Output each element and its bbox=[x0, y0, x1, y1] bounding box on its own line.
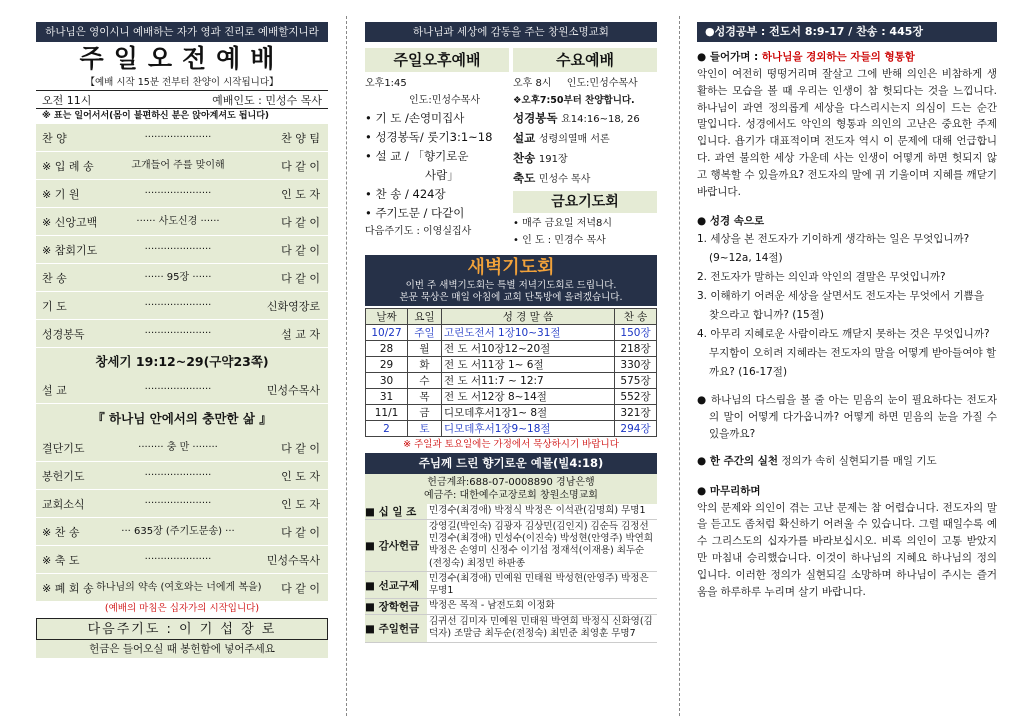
table-cell: 11/1 bbox=[366, 405, 408, 421]
wednesday-time: 오후 8시 bbox=[513, 78, 552, 89]
table-cell: 전 도 서11:7 ~ 12:7 bbox=[442, 373, 615, 389]
afternoon-service bbox=[365, 72, 509, 249]
offering-row bbox=[365, 615, 657, 642]
order-detail: ····················· bbox=[144, 328, 212, 339]
account-holder: 예금주: 대한예수교장로회 창원소명교회 bbox=[424, 490, 598, 501]
order-detail: ······ 95장 ······ bbox=[144, 272, 212, 283]
table-cell: 금 bbox=[408, 405, 442, 421]
order-row bbox=[36, 434, 328, 462]
order-label: ※ 축 도 bbox=[42, 553, 80, 567]
hymn-value: 191장 bbox=[538, 154, 568, 165]
offering-type: ■ 선교구제 bbox=[365, 579, 420, 592]
offering-names: 민경수(최경애) 박정식 박정은 이석관(김명희) 무명1 bbox=[427, 504, 657, 519]
order-person: 다 같 이 bbox=[281, 215, 320, 229]
practice-label: ● 한 주간의 실천 bbox=[697, 454, 778, 467]
order-person: 인 도 자 bbox=[281, 187, 320, 201]
order-label: 성경봉독 bbox=[42, 327, 85, 341]
column-header: 찬 송 bbox=[615, 309, 657, 325]
afternoon-item: 사람」 bbox=[425, 168, 459, 182]
offering-type: ■ 십 일 조 bbox=[365, 506, 417, 518]
services-column bbox=[365, 22, 657, 643]
table-cell: 29 bbox=[366, 357, 408, 373]
closing-text: 악의 문제와 의인이 겪는 고난 문제는 참 어렵습니다. 전도자의 말을 듣고도 좀처럼 확신하기 어려울 수 있습니다. 그럴 때일수록 예수 그리스도의 십자가를 바라보십시오. 비록 의인이 고통 받았지만 마침내 승리했습니다. 이것이 하나님의 지혜요 하나님의 정의입니다. 이러한 정의가 실현되길 소망하며 하나님이 주시는 즐거움을 하루하루 누리며 살기 바랍니다. bbox=[697, 501, 997, 598]
order-row bbox=[36, 208, 328, 236]
order-detail: ··· 635장 (주기도문송) ··· bbox=[121, 526, 235, 537]
service-leader: 예배인도 : 민성수 목사 bbox=[212, 94, 322, 107]
dawn-prayer-title: 새벽기도회 bbox=[365, 255, 657, 280]
table-cell: 552장 bbox=[615, 389, 657, 405]
column-divider bbox=[679, 16, 680, 716]
study-banner: ●성경공부 : 전도서 8:9-17 / 찬송 : 445장 bbox=[697, 22, 997, 42]
sermon-label: 설교 bbox=[513, 131, 536, 145]
table-cell: 전 도 서11장 1~ 6절 bbox=[442, 357, 615, 373]
column-header: 요일 bbox=[408, 309, 442, 325]
order-detail: ······ 사도신경 ······ bbox=[136, 216, 220, 227]
table-row bbox=[366, 341, 657, 357]
page-title: 주일오전예배 bbox=[79, 44, 285, 73]
order-detail: ····················· bbox=[144, 498, 212, 509]
afternoon-item: • 성경봉독/ 룻기3:1~18 bbox=[365, 130, 493, 144]
weekly-practice bbox=[697, 453, 997, 470]
table-cell: 150장 bbox=[615, 325, 657, 341]
table-row bbox=[366, 405, 657, 421]
column-header: 성 경 말 씀 bbox=[442, 309, 615, 325]
order-list bbox=[36, 434, 328, 602]
order-detail: 고개들어 주를 맞이해 bbox=[131, 160, 225, 171]
order-row bbox=[36, 490, 328, 518]
church-banner: 하나님과 세상에 감동을 주는 창원소명교회 bbox=[365, 22, 657, 42]
order-person: 다 같 이 bbox=[281, 271, 320, 285]
dawn-sub-line: 이번 주 새벽기도회는 특별 저녁기도회로 드립니다. bbox=[405, 280, 617, 291]
order-label: 결단기도 bbox=[42, 441, 85, 455]
table-row bbox=[366, 421, 657, 437]
wednesday-service bbox=[513, 72, 657, 249]
afternoon-next-prayer: 다음주기도 : 이영실집사 bbox=[365, 226, 472, 237]
offering-row bbox=[365, 572, 657, 599]
hymn-label: 찬송 bbox=[513, 151, 536, 165]
table-row bbox=[366, 325, 657, 341]
closing-note: (예배의 마침은 십자가의 시작입니다) bbox=[104, 603, 260, 614]
offering-names: 김귀선 김미자 민예원 민태원 박연희 박정식 신화영(김덕자) 조말금 최두순(전정숙) 최민준 최영훈 무명7 bbox=[427, 615, 657, 641]
order-detail: ····················· bbox=[144, 384, 212, 395]
table-cell: 575장 bbox=[615, 373, 657, 389]
offering-type: ■ 주일헌금 bbox=[365, 622, 420, 635]
table-cell: 218장 bbox=[615, 341, 657, 357]
friday-prayer-title: 금요기도회 bbox=[513, 191, 657, 213]
wednesday-notice: ❖오후7:50부터 찬양합니다. bbox=[513, 95, 635, 106]
order-person: 인 도 자 bbox=[281, 497, 320, 511]
intro-text: 악인이 여전히 떵떵거리며 잘살고 그에 반해 의인은 비참하게 생활하는 모습을 볼 때 우리는 인생이 참 헛되다는 것을 느낍니다. 하나님이 과연 정의롭게 세상을 다스리시는지 의심이 드는 순간 말입니다. 성경에서도 악인의 형통과 의인의 고난은 중요한 주제입니다. 욥기가 대표적이며 전도자 역시 이 문제에 대해 언급합니다. 과연 불의한 세상 가운데 사는 인생이 어떻게 하면 헛되지 않고 행복할 수 있을까요? 전도자의 말에 귀 기울이며 지혜를 깨닫기 바랍니다. bbox=[697, 68, 997, 198]
order-label: ※ 찬 송 bbox=[42, 525, 80, 539]
account-info bbox=[365, 474, 657, 504]
order-row bbox=[36, 376, 328, 404]
table-cell: 목 bbox=[408, 389, 442, 405]
order-list bbox=[36, 124, 328, 348]
order-detail: ····················· bbox=[144, 300, 212, 311]
order-person: 인 도 자 bbox=[281, 469, 320, 483]
account-number: 헌금계좌:688-07-0008890 경남은행 bbox=[427, 477, 595, 488]
benediction-label: 축도 bbox=[513, 171, 536, 185]
study-question: 1. 세상을 본 전도자가 기이하게 생각하는 일은 무엇입니까? (9~12a, 14절) bbox=[697, 233, 970, 265]
table-cell: 294장 bbox=[615, 421, 657, 437]
order-detail: ····················· bbox=[144, 470, 212, 481]
order-row bbox=[36, 320, 328, 348]
order-row bbox=[36, 236, 328, 264]
dawn-prayer-subtitle bbox=[365, 280, 657, 306]
order-row bbox=[36, 546, 328, 574]
afternoon-item: • 주기도문 / 다같이 bbox=[365, 206, 465, 220]
reflection-question: ● 하나님의 다스림을 볼 줄 아는 믿음의 눈이 필요하다는 전도자의 말이 어떻게 다가옵니까? 어떻게 하면 믿음의 눈을 가질 수 있을까요? bbox=[697, 394, 997, 440]
order-detail: ····················· bbox=[144, 132, 212, 143]
order-row bbox=[36, 462, 328, 490]
table-cell: 30 bbox=[366, 373, 408, 389]
order-row bbox=[36, 518, 328, 546]
dawn-sub-line: 본문 묵상은 매일 아침에 교회 단톡방에 올려겠습니다. bbox=[399, 292, 623, 303]
table-cell: 월 bbox=[408, 341, 442, 357]
next-prayer-leader: 다음주기도 : 이 기 섭 장 로 bbox=[36, 618, 328, 640]
reading-value: 요14:16~18, 26 bbox=[561, 114, 640, 125]
scripture-reference: 창세기 19:12~29(구약23쪽) bbox=[36, 348, 328, 376]
order-label: 기 도 bbox=[42, 299, 67, 313]
order-label: ※ 폐 회 송 bbox=[42, 581, 94, 595]
table-cell: 321장 bbox=[615, 405, 657, 421]
table-cell: 28 bbox=[366, 341, 408, 357]
dawn-note: ※ 주일과 토요일에는 가정에서 묵상하시기 바랍니다 bbox=[403, 439, 619, 450]
stand-note: ※ 표는 일어서서(몸이 불편하신 분은 앉아계셔도 됩니다) bbox=[42, 111, 270, 121]
afternoon-item: • 찬 송 / 424장 bbox=[365, 187, 446, 201]
offering-type: ■ 장학헌금 bbox=[365, 601, 420, 614]
offering-row bbox=[365, 599, 657, 615]
order-list bbox=[36, 376, 328, 404]
table-cell: 10/27 bbox=[366, 325, 408, 341]
offering-names: 박정은 목적 - 남전도회 이정화 bbox=[427, 599, 657, 614]
table-cell: 31 bbox=[366, 389, 408, 405]
table-cell: 디모데후서1장9~18절 bbox=[442, 421, 615, 437]
afternoon-time: 오후1:45 bbox=[365, 78, 407, 89]
order-label: 찬 양 bbox=[42, 131, 67, 145]
order-label: 봉헌기도 bbox=[42, 469, 85, 483]
table-cell: 토 bbox=[408, 421, 442, 437]
benediction-value: 민성수 목사 bbox=[538, 174, 591, 185]
offering-names: 민경수(최경애) 민예원 민태원 박성현(안영주) 박정은 무명1 bbox=[427, 572, 657, 598]
intro-heading bbox=[697, 48, 997, 66]
order-person: 설 교 자 bbox=[281, 327, 320, 341]
closing-heading: ● 마무리하며 bbox=[697, 484, 761, 497]
offering-title: 주님께 드린 향기로운 예물(빌4:18) bbox=[365, 453, 657, 474]
order-person: 다 같 이 bbox=[281, 581, 320, 595]
table-cell: 전 도 서10장12~20절 bbox=[442, 341, 615, 357]
reading-label: 성경봉독 bbox=[513, 111, 558, 125]
order-row bbox=[36, 124, 328, 152]
dawn-prayer-table bbox=[365, 308, 657, 437]
order-person: 민성수목사 bbox=[266, 553, 320, 567]
order-label: 교회소식 bbox=[42, 497, 85, 511]
order-label: 찬 송 bbox=[42, 271, 67, 285]
intro-title: 하나님을 경외하는 자들의 형통함 bbox=[761, 51, 915, 63]
intro-label: ● 들어가며 : bbox=[697, 51, 759, 63]
table-cell: 전 도 서12장 8~14절 bbox=[442, 389, 615, 405]
practice-text: 정의가 속히 실현되기를 매일 기도 bbox=[781, 454, 937, 467]
order-row bbox=[36, 264, 328, 292]
order-row bbox=[36, 574, 328, 602]
bible-study-column bbox=[697, 22, 997, 600]
table-cell: 고린도전서 1장10~31절 bbox=[442, 325, 615, 341]
order-row bbox=[36, 152, 328, 180]
table-row bbox=[366, 373, 657, 389]
afternoon-item: • 설 교 / 「향기로운 bbox=[365, 149, 469, 163]
friday-info: • 매주 금요일 저녁8시 bbox=[513, 218, 613, 229]
table-row bbox=[366, 389, 657, 405]
friday-info: • 인 도 : 민경수 목사 bbox=[513, 235, 606, 246]
order-label: ※ 기 원 bbox=[42, 187, 80, 201]
wednesday-leader: 인도:민성수목사 bbox=[566, 78, 638, 89]
order-label: ※ 입 례 송 bbox=[42, 159, 94, 173]
order-row bbox=[36, 292, 328, 320]
order-detail: 하나님의 약속 (여호와는 너에게 복을) bbox=[96, 582, 262, 593]
offering-note: 헌금은 들어오실 때 봉헌함에 넣어주세요 bbox=[36, 640, 328, 658]
order-person: 다 같 이 bbox=[281, 159, 320, 173]
order-detail: ····················· bbox=[144, 554, 212, 565]
service-time: 오전 11시 bbox=[42, 94, 92, 107]
wednesday-time-row bbox=[513, 75, 657, 92]
column-divider bbox=[346, 16, 347, 716]
order-person: 찬 양 팀 bbox=[281, 131, 320, 145]
offering-list bbox=[365, 504, 657, 643]
table-cell: 주일 bbox=[408, 325, 442, 341]
order-person: 다 같 이 bbox=[281, 243, 320, 257]
order-person: 민성수목사 bbox=[266, 383, 320, 397]
order-detail: ········ 충 만 ········ bbox=[138, 442, 218, 453]
column-header: 날짜 bbox=[366, 309, 408, 325]
time-bar bbox=[36, 90, 328, 109]
wednesday-service-title: 수요예배 bbox=[513, 48, 657, 72]
order-person: 다 같 이 bbox=[281, 525, 320, 539]
header-banner: 하나님은 영이시니 예배하는 자가 영과 진리로 예배할지니라 bbox=[36, 22, 328, 42]
study-question: 4. 아무리 지혜로운 사람이라도 깨닫지 못하는 것은 무엇입니까? 무지함이 오히려 지혜라는 전도자의 말을 어떻게 받아들여야 할까요? (16-17절) bbox=[697, 328, 997, 379]
inside-heading: ● 성경 속으로 bbox=[697, 215, 765, 228]
afternoon-leader: 인도:민성수목사 bbox=[409, 95, 480, 106]
order-label: 설 교 bbox=[42, 383, 67, 397]
table-cell: 330장 bbox=[615, 357, 657, 373]
table-row bbox=[366, 357, 657, 373]
table-cell: 2 bbox=[366, 421, 408, 437]
table-cell: 디모데후서1장1~ 8절 bbox=[442, 405, 615, 421]
order-detail: ····················· bbox=[144, 244, 212, 255]
offering-row bbox=[365, 520, 657, 572]
sermon-value: 성령의열매 서론 bbox=[538, 134, 610, 145]
worship-order-column bbox=[36, 22, 328, 658]
order-label: ※ 신앙고백 bbox=[42, 215, 98, 229]
study-question: 2. 전도자가 말하는 의인과 악인의 결말은 무엇입니까? bbox=[697, 271, 946, 284]
afternoon-item: • 기 도 /손영미집사 bbox=[365, 111, 465, 125]
sermon-title: 『 하나님 안에서의 충만한 삶 』 bbox=[36, 404, 328, 434]
order-label: ※ 참회기도 bbox=[42, 243, 98, 257]
table-cell: 수 bbox=[408, 373, 442, 389]
offering-row bbox=[365, 504, 657, 520]
study-question: 3. 이해하기 어려운 세상을 살면서도 전도자는 무엇에서 기쁨을 찾으라고 합니까? (15절) bbox=[697, 290, 984, 322]
order-row bbox=[36, 180, 328, 208]
offering-names: 강영길(박인숙) 김광자 김상민(김인지) 김순득 김정선 민경수(최경애) 민성수(이진숙) 박성현(안영주) 박연희 박정은 손영미 신정수 이기섭 정재석(이재용) 최두순(전정숙) 최정민 하판종 bbox=[427, 520, 657, 571]
table-cell: 화 bbox=[408, 357, 442, 373]
order-person: 신화영장로 bbox=[266, 299, 320, 313]
offering-type: ■ 감사헌금 bbox=[365, 539, 420, 552]
afternoon-service-title: 주일오후예배 bbox=[365, 48, 509, 72]
order-person: 다 같 이 bbox=[281, 441, 320, 455]
order-detail: ····················· bbox=[144, 188, 212, 199]
start-note: 【예배 시작 15분 전부터 찬양이 시작됩니다】 bbox=[85, 77, 279, 88]
